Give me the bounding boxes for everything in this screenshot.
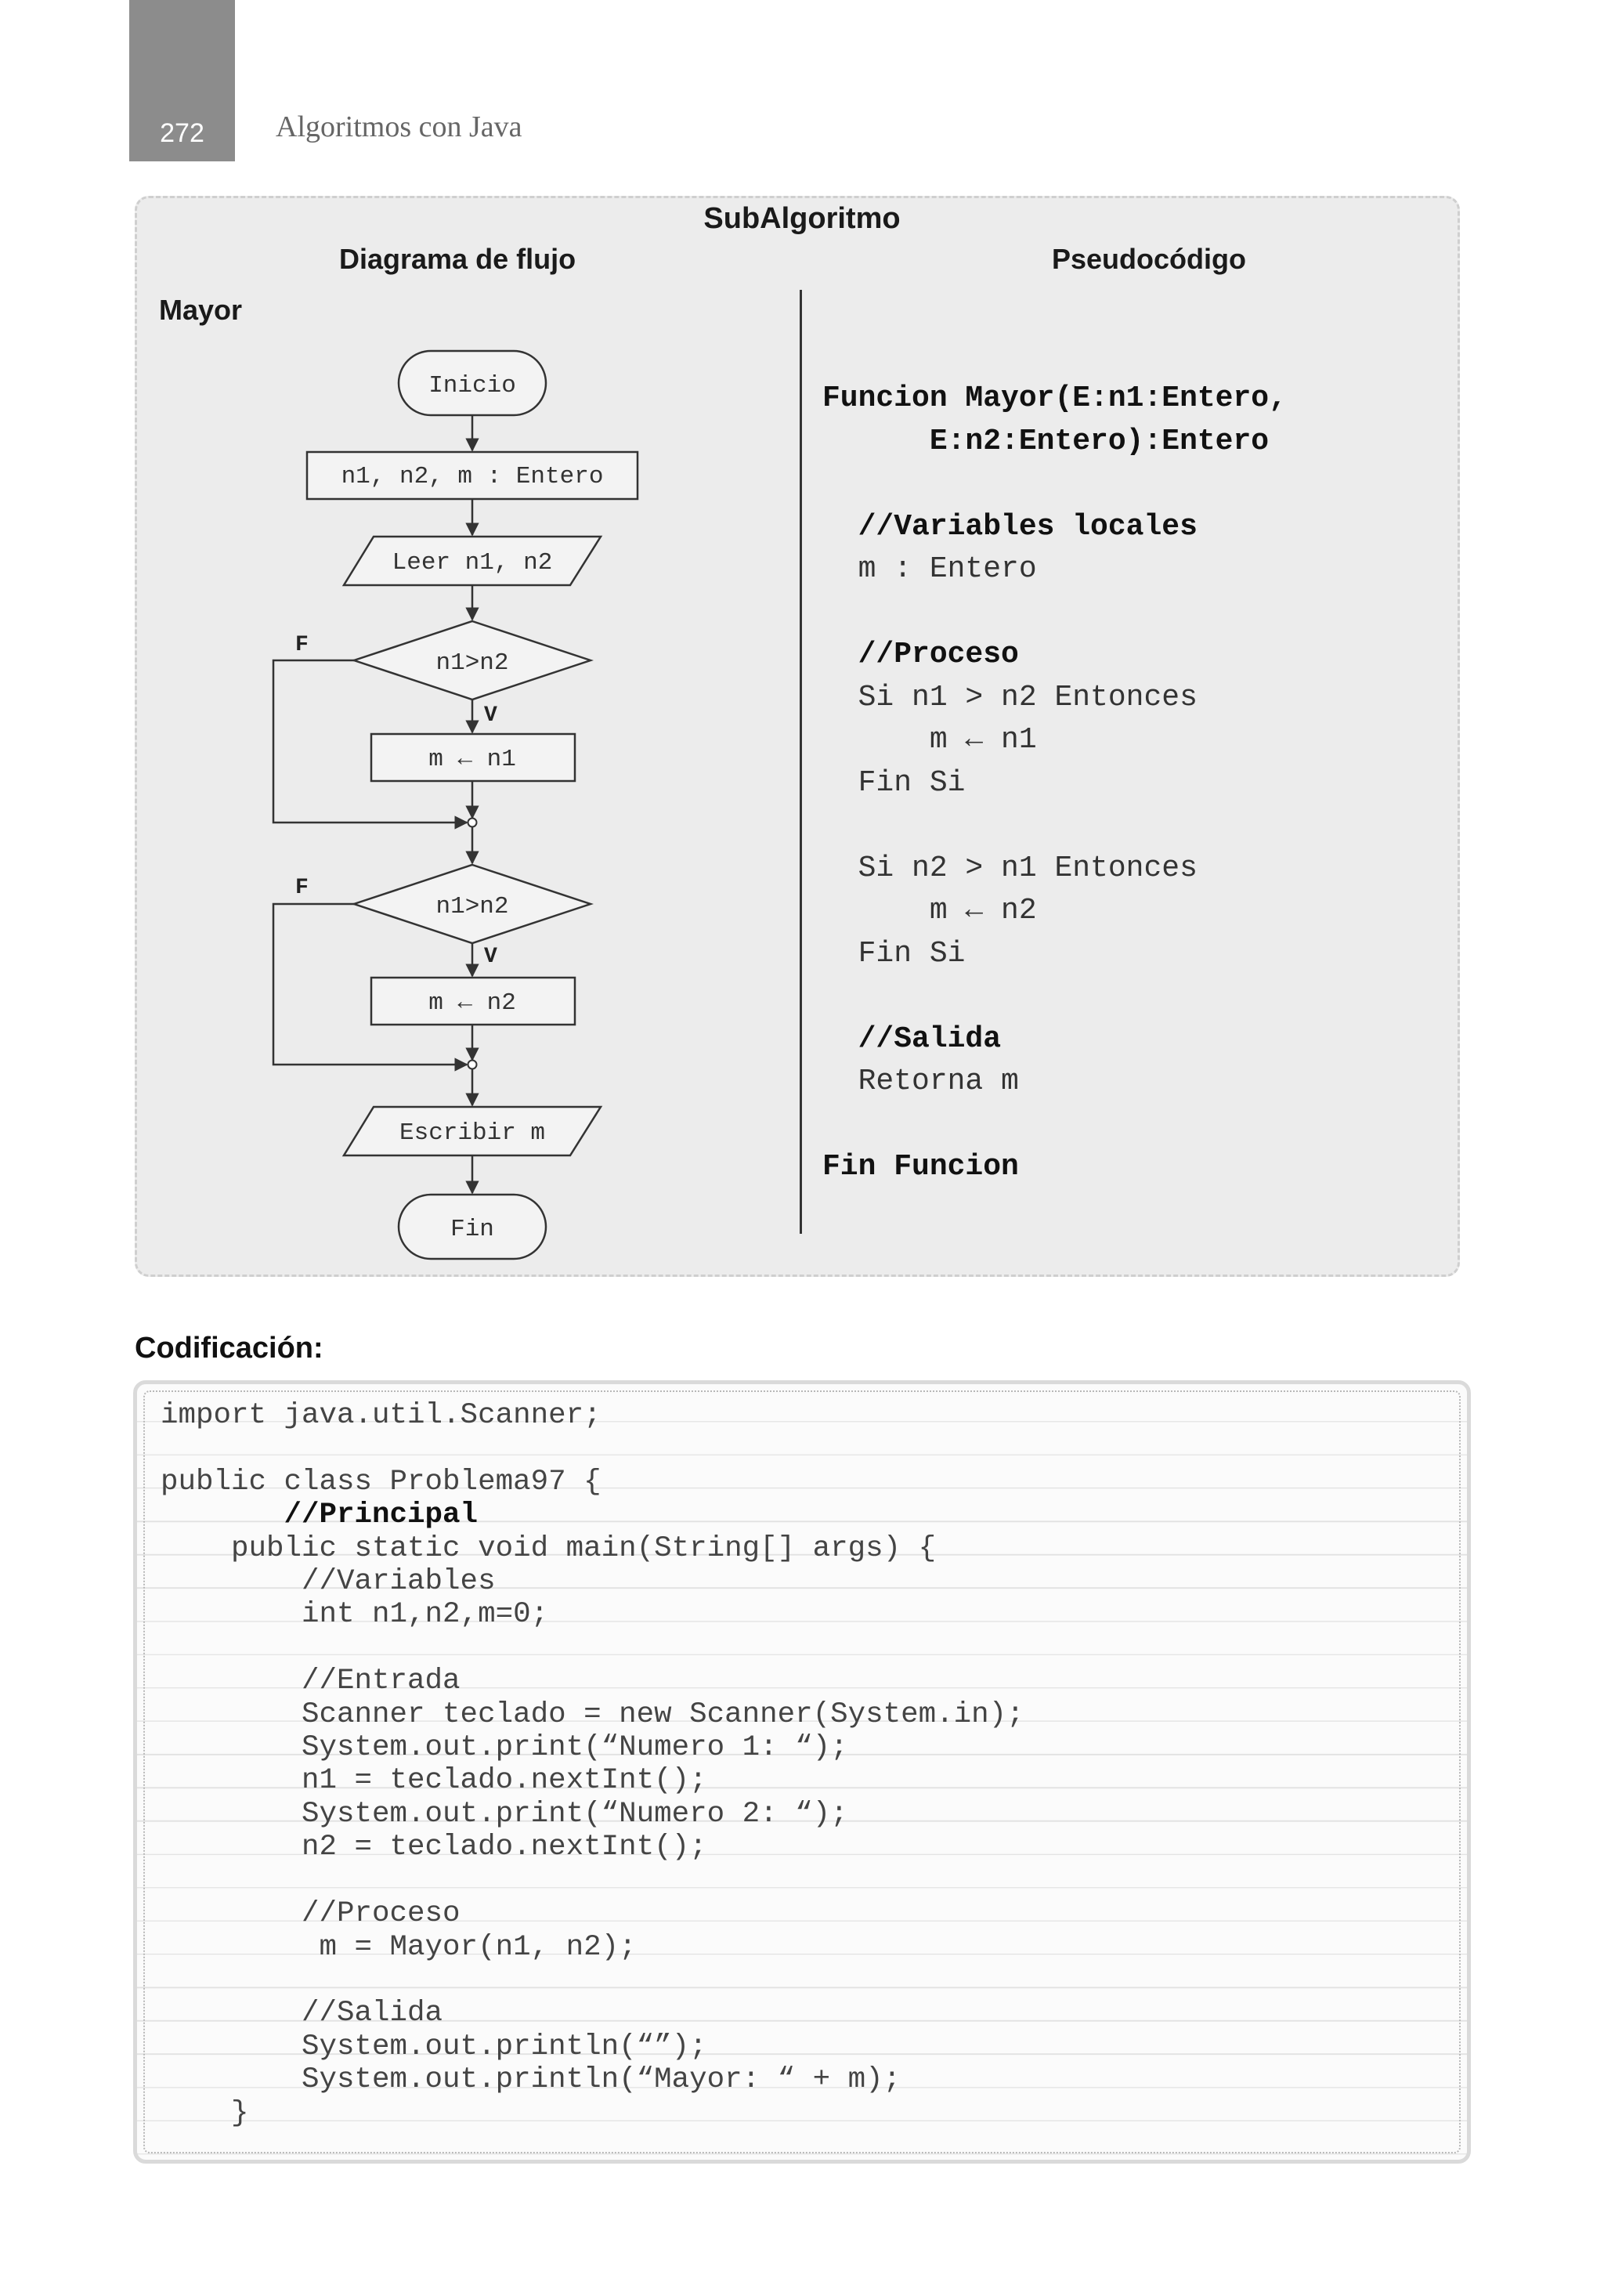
code-line: Scanner teclado = new Scanner(System.in); [161,1698,1024,1731]
code-line: //Salida [161,1997,443,2030]
page-number: 272 [160,118,204,148]
code-line: //Proceso [161,1897,461,1931]
pseudocode-line: Si n1 > n2 Entonces [822,680,1198,714]
pseudocode-block [822,378,1287,1189]
pseudo-heading: Pseudocódigo [1052,243,1247,275]
code-line: n2 = teclado.nextInt(); [161,1831,707,1864]
code-line: System.out.print(“Numero 2: “); [161,1797,848,1831]
pseudocode-line: //Proceso [822,638,1019,671]
false-label-2: F [295,876,309,900]
code-line: System.out.println(“”); [161,2030,707,2063]
decision2-label: n1>n2 [435,893,509,920]
code-line: } [161,2096,249,2130]
column-divider [800,290,802,1234]
pseudocode-line: E:n2:Entero):Entero [822,424,1270,458]
panel-title: SubAlgoritmo [703,202,901,235]
pseudocode-line: Fin Si [822,765,966,800]
false-label-1: F [295,633,309,657]
end-label: Fin [450,1216,494,1243]
assign2-label: m ← n2 [428,989,516,1017]
code-line: //Entrada [161,1665,461,1698]
pseudocode-line: Fin Si [822,936,966,971]
decision1-label: n1>n2 [435,649,509,677]
pseudocode-line: //Variables locales [822,509,1198,544]
read-label: Leer n1, n2 [392,549,553,577]
running-title: Algoritmos con Java [276,110,522,143]
page-number-tab [129,0,235,161]
code-line: //Principal [161,1499,479,1532]
code-line: System.out.println(“Mayor: “ + m); [161,2063,901,2097]
java-code-block [161,1399,1024,2130]
pseudocode-line: //Salida [822,1021,1002,1056]
assign1-label: m ← n1 [428,746,516,773]
code-line: int n1,n2,m=0; [161,1598,549,1632]
start-label: Inicio [428,372,516,400]
pseudocode-line: Funcion Mayor(E:n1:Entero, [822,381,1287,415]
pseudocode-line: Si n2 > n1 Entonces [822,851,1198,885]
function-name-label: Mayor [159,294,243,326]
flow-heading: Diagrama de flujo [339,243,576,275]
true-label-1: V [484,703,497,728]
code-line: m = Mayor(n1, n2); [161,1930,637,1964]
code-line: //Variables [161,1565,496,1599]
pseudocode-line: m : Entero [822,552,1037,586]
pseudocode-line: Retorna m [822,1065,1019,1098]
true-label-2: V [484,945,497,969]
pseudocode-line: m ← n1 [822,723,1037,757]
code-line: public static void main(String[] args) { [161,1531,937,1565]
coding-label: Codificación: [135,1332,323,1365]
flowchart [135,313,683,1269]
code-line: import java.util.Scanner; [161,1399,602,1432]
pseudocode-line: m ← n2 [822,894,1037,927]
code-line: System.out.print(“Numero 1: “); [161,1731,848,1765]
declare-label: n1, n2, m : Entero [341,463,604,490]
pseudocode-line: Fin Funcion [822,1150,1019,1184]
code-line: n1 = teclado.nextInt(); [161,1764,707,1798]
write-label: Escribir m [399,1119,546,1147]
code-line: public class Problema97 { [161,1465,602,1499]
